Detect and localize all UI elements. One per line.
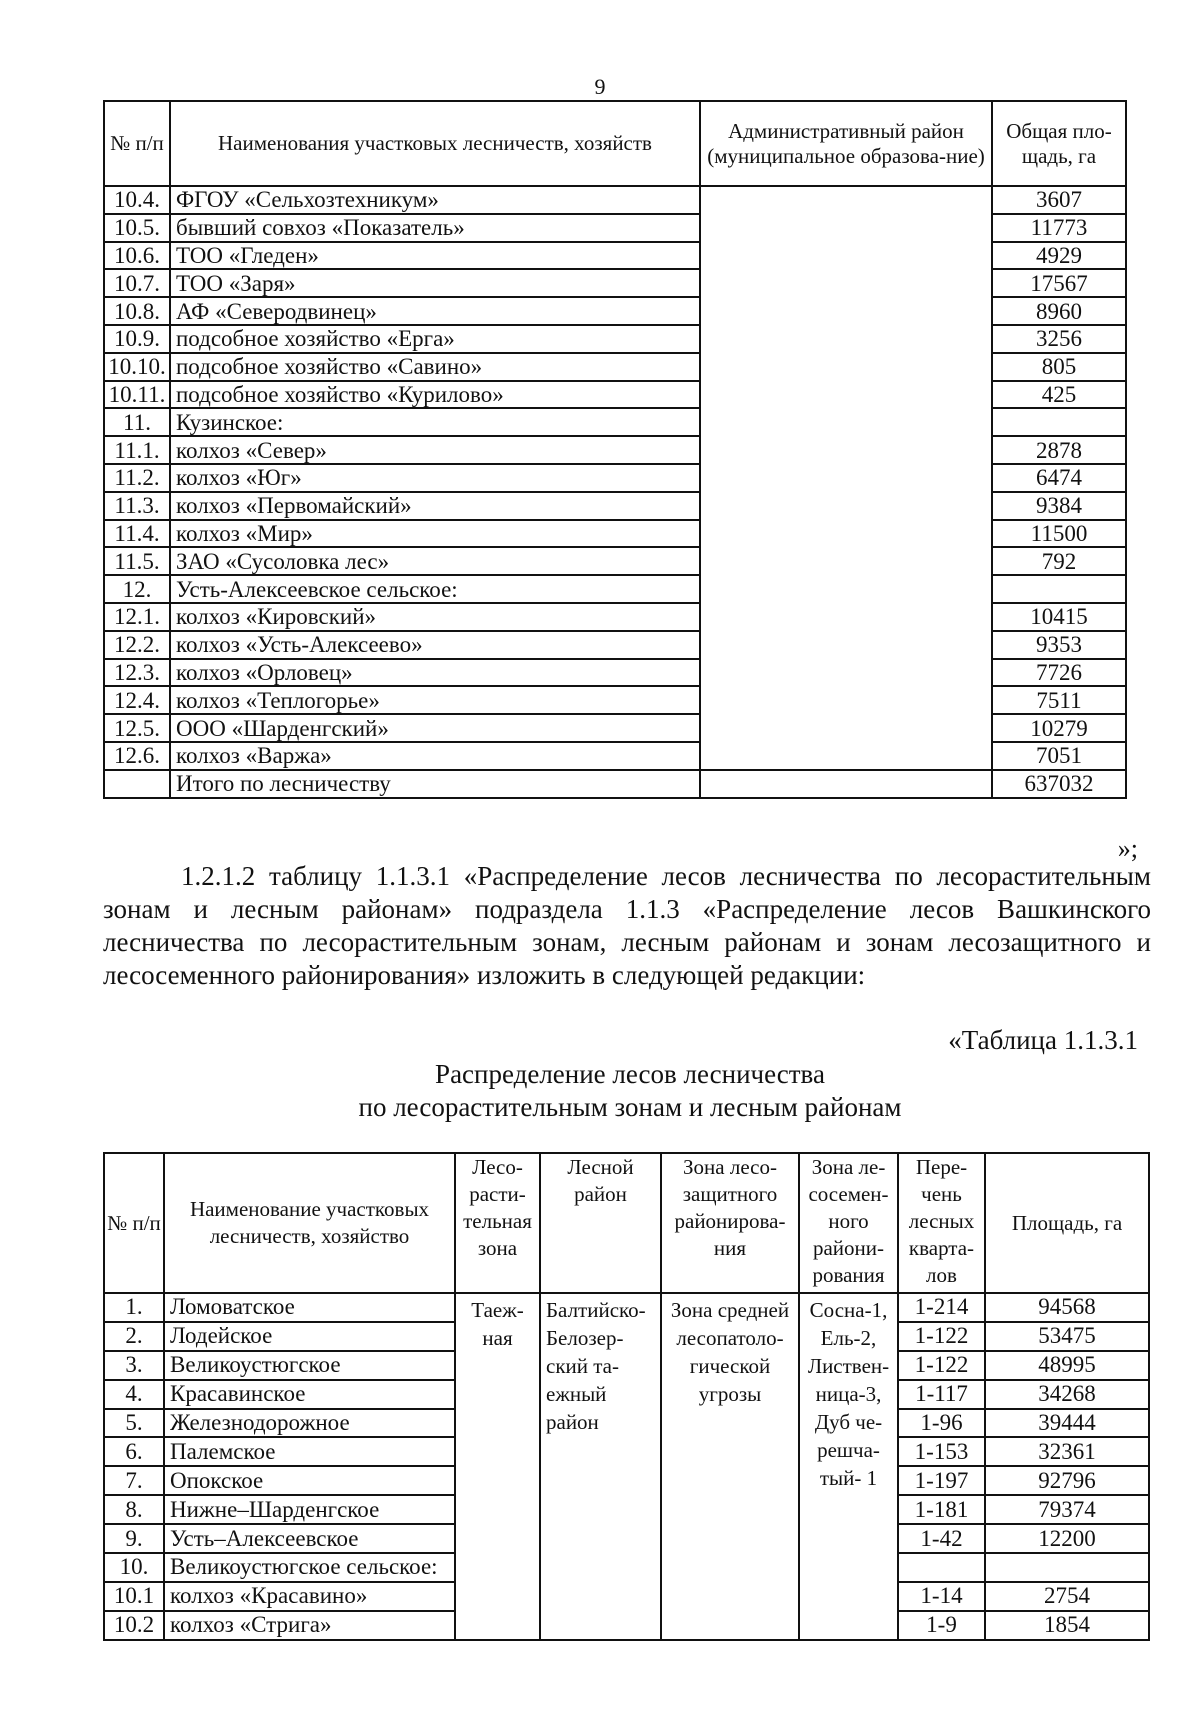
row-name: колхоз «Варжа» bbox=[170, 742, 700, 770]
row-number: 10.11. bbox=[104, 381, 170, 409]
row-number: 12.5. bbox=[104, 714, 170, 742]
row-area: 53475 bbox=[985, 1322, 1149, 1351]
row-name: подсобное хозяйство «Курилово» bbox=[170, 381, 700, 409]
row-area: 10279 bbox=[992, 714, 1126, 742]
row-number: 9. bbox=[104, 1524, 164, 1553]
header-zone: Лесо-расти-тельная зона bbox=[455, 1153, 540, 1293]
row-name: ФГОУ «Сельхозтехникум» bbox=[170, 186, 700, 214]
row-number: 11. bbox=[104, 408, 170, 436]
header-area: Общая пло-щадь, га bbox=[992, 101, 1126, 186]
row-area: 3256 bbox=[992, 325, 1126, 353]
row-number: 12.2. bbox=[104, 631, 170, 659]
header-area: Площадь, га bbox=[985, 1153, 1149, 1293]
row-name: Ломоватское bbox=[164, 1293, 455, 1322]
row-number: 2. bbox=[104, 1322, 164, 1351]
row-name: Великоустюгское bbox=[164, 1351, 455, 1380]
row-number: 12. bbox=[104, 575, 170, 603]
row-quarters: 1-14 bbox=[898, 1582, 985, 1611]
row-name: Великоустюгское сельское: bbox=[164, 1553, 455, 1582]
row-area: 2878 bbox=[992, 436, 1126, 464]
row-number: 5. bbox=[104, 1409, 164, 1438]
row-number: 10.4. bbox=[104, 186, 170, 214]
row-number: 10.1 bbox=[104, 1582, 164, 1611]
row-name: подсобное хозяйство «Савино» bbox=[170, 353, 700, 381]
row-number: 10.7. bbox=[104, 269, 170, 297]
row-area: 48995 bbox=[985, 1351, 1149, 1380]
table-header-row bbox=[104, 1153, 1149, 1293]
row-area: 17567 bbox=[992, 269, 1126, 297]
protection-zone-cell: Зона средней лесопатоло-гической угрозы bbox=[661, 1293, 799, 1640]
row-area bbox=[992, 575, 1126, 603]
row-number: 12.6. bbox=[104, 742, 170, 770]
row-name: колхоз «Юг» bbox=[170, 464, 700, 492]
total-label: Итого по лесничеству bbox=[170, 770, 700, 798]
row-quarters: 1-42 bbox=[898, 1524, 985, 1553]
header-num: № п/п bbox=[104, 1153, 164, 1293]
total-row bbox=[104, 770, 1126, 798]
row-area: 7726 bbox=[992, 659, 1126, 687]
row-area: 32361 bbox=[985, 1437, 1149, 1466]
page-number: 9 bbox=[594, 74, 606, 99]
row-name: ТОО «Заря» bbox=[170, 269, 700, 297]
row-area: 12200 bbox=[985, 1524, 1149, 1553]
row-name: ТОО «Гледен» bbox=[170, 242, 700, 270]
row-name: колхоз «Стрига» bbox=[164, 1611, 455, 1640]
row-area: 7511 bbox=[992, 686, 1126, 714]
row-area: 1854 bbox=[985, 1611, 1149, 1640]
row-name: Кузинское: bbox=[170, 408, 700, 436]
row-area: 792 bbox=[992, 547, 1126, 575]
forest-zones-table bbox=[103, 1152, 1150, 1641]
row-area: 39444 bbox=[985, 1409, 1149, 1438]
row-name: колхоз «Мир» bbox=[170, 520, 700, 548]
row-area: 79374 bbox=[985, 1495, 1149, 1524]
row-name: ЗАО «Сусоловка лес» bbox=[170, 547, 700, 575]
row-area: 8960 bbox=[992, 297, 1126, 325]
row-area: 34268 bbox=[985, 1380, 1149, 1409]
header-admin: Административный район (муниципальное образова-ние) bbox=[700, 101, 992, 186]
row-name: колхоз «Север» bbox=[170, 436, 700, 464]
row-area bbox=[985, 1553, 1149, 1582]
forest-district-cell: Балтийско-Белозер-ский та-ежный район bbox=[540, 1293, 661, 1640]
row-number: 3. bbox=[104, 1351, 164, 1380]
row-area: 805 bbox=[992, 353, 1126, 381]
row-name: колхоз «Усть-Алексеево» bbox=[170, 631, 700, 659]
row-number: 10.6. bbox=[104, 242, 170, 270]
row-name: колхоз «Кировский» bbox=[170, 603, 700, 631]
row-name: Усть-Алексеевское сельское: bbox=[170, 575, 700, 603]
row-name: Лодейское bbox=[164, 1322, 455, 1351]
row-number: 11.1. bbox=[104, 436, 170, 464]
row-number: 10.5. bbox=[104, 214, 170, 242]
row-number: 10. bbox=[104, 1553, 164, 1582]
row-area: 6474 bbox=[992, 464, 1126, 492]
header-protect-zone: Зона лесо-защитного районирова-ния bbox=[661, 1153, 799, 1293]
row-quarters: 1-153 bbox=[898, 1437, 985, 1466]
row-quarters bbox=[898, 1553, 985, 1582]
row-name: колхоз «Красавино» bbox=[164, 1582, 455, 1611]
row-number: 4. bbox=[104, 1380, 164, 1409]
row-number: 10.9. bbox=[104, 325, 170, 353]
row-name: Нижне–Шарденгское bbox=[164, 1495, 455, 1524]
row-name: Палемское bbox=[164, 1437, 455, 1466]
row-name: АФ «Северодвинец» bbox=[170, 297, 700, 325]
row-name: колхоз «Теплогорье» bbox=[170, 686, 700, 714]
row-area: 425 bbox=[992, 381, 1126, 409]
row-name: ООО «Шарденгский» bbox=[170, 714, 700, 742]
table-header-row bbox=[104, 101, 1126, 186]
forest-zone-cell: Таеж-ная bbox=[455, 1293, 540, 1640]
header-district: Лесной район bbox=[540, 1153, 661, 1293]
row-number: 11.3. bbox=[104, 492, 170, 520]
total-num-cell bbox=[104, 770, 170, 798]
row-number: 11.2. bbox=[104, 464, 170, 492]
row-name: подсобное хозяйство «Ерга» bbox=[170, 325, 700, 353]
row-number: 10.8. bbox=[104, 297, 170, 325]
row-area: 2754 bbox=[985, 1582, 1149, 1611]
table-title-line2: по лесорастительным зонам и лесным районам bbox=[358, 1092, 902, 1122]
row-area bbox=[992, 408, 1126, 436]
row-area: 9384 bbox=[992, 492, 1126, 520]
row-quarters: 1-214 bbox=[898, 1293, 985, 1322]
row-quarters: 1-181 bbox=[898, 1495, 985, 1524]
table-title-line1: Распределение лесов лесничества bbox=[435, 1059, 825, 1089]
row-number: 11.4. bbox=[104, 520, 170, 548]
header-num: № п/п bbox=[104, 101, 170, 186]
row-area: 11500 bbox=[992, 520, 1126, 548]
row-number: 12.1. bbox=[104, 603, 170, 631]
header-name: Наименования участковых лесничеств, хозяйств bbox=[170, 101, 700, 186]
row-number: 10.2 bbox=[104, 1611, 164, 1640]
row-area: 92796 bbox=[985, 1466, 1149, 1495]
amendment-paragraph: 1.2.1.2 таблицу 1.1.3.1 «Распределение лесов лесничества по лесорастительным зонам и лесным районам» подраздела 1.1.3 «Распределение лесов Вашкинского лесничества по лесорастительным зонам, лесным районам и зонам лесозащитного и лесосеменного районирования» изложить в следующей редакции: bbox=[103, 861, 1151, 990]
row-name: Усть–Алексеевское bbox=[164, 1524, 455, 1553]
row-number: 1. bbox=[104, 1293, 164, 1322]
row-number: 12.3. bbox=[104, 659, 170, 687]
row-name: колхоз «Орловец» bbox=[170, 659, 700, 687]
row-number: 10.10. bbox=[104, 353, 170, 381]
row-name: Опокское bbox=[164, 1466, 455, 1495]
row-quarters: 1-122 bbox=[898, 1322, 985, 1351]
total-area: 637032 bbox=[992, 770, 1126, 798]
closing-quote: »; bbox=[1117, 834, 1138, 863]
row-area: 11773 bbox=[992, 214, 1126, 242]
table-row bbox=[104, 186, 1126, 214]
row-quarters: 1-9 bbox=[898, 1611, 985, 1640]
forestry-area-table bbox=[103, 100, 1127, 799]
row-area: 10415 bbox=[992, 603, 1126, 631]
seed-zone-cell: Сосна-1, Ель-2, Листвен-ница-3, Дуб че-решча-тый- 1 bbox=[799, 1293, 898, 1640]
row-name: бывший совхоз «Показатель» bbox=[170, 214, 700, 242]
row-quarters: 1-117 bbox=[898, 1380, 985, 1409]
header-quarters: Пере-чень лесных кварта-лов bbox=[898, 1153, 985, 1293]
row-number: 8. bbox=[104, 1495, 164, 1524]
table-title bbox=[0, 1058, 1200, 1124]
table-label: «Таблица 1.1.3.1 bbox=[948, 1025, 1138, 1055]
row-name: колхоз «Первомайский» bbox=[170, 492, 700, 520]
total-admin-cell bbox=[700, 770, 992, 798]
row-area: 3607 bbox=[992, 186, 1126, 214]
row-area: 7051 bbox=[992, 742, 1126, 770]
row-quarters: 1-197 bbox=[898, 1466, 985, 1495]
table-row bbox=[104, 1293, 1149, 1322]
row-area: 4929 bbox=[992, 242, 1126, 270]
row-number: 11.5. bbox=[104, 547, 170, 575]
row-number: 6. bbox=[104, 1437, 164, 1466]
row-name: Красавинское bbox=[164, 1380, 455, 1409]
row-number: 12.4. bbox=[104, 686, 170, 714]
row-quarters: 1-96 bbox=[898, 1409, 985, 1438]
admin-district-cell bbox=[700, 186, 992, 770]
row-number: 7. bbox=[104, 1466, 164, 1495]
header-seed-zone: Зона ле-сосемен-ного райони-рования bbox=[799, 1153, 898, 1293]
row-area: 9353 bbox=[992, 631, 1126, 659]
row-name: Железнодорожное bbox=[164, 1409, 455, 1438]
row-area: 94568 bbox=[985, 1293, 1149, 1322]
row-quarters: 1-122 bbox=[898, 1351, 985, 1380]
header-name: Наименование участковых лесничеств, хозяйство bbox=[164, 1153, 455, 1293]
